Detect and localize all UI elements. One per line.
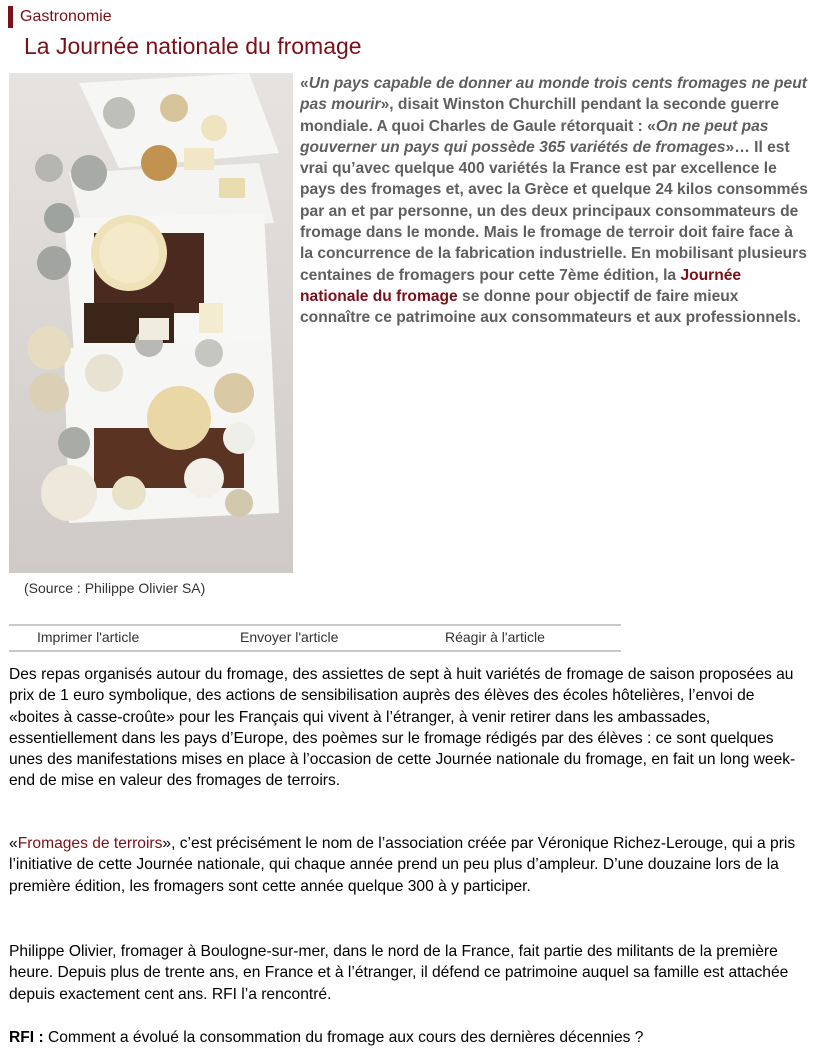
photo-caption: (Source : Philippe Olivier SA) [24, 580, 206, 596]
send-article-link[interactable]: Envoyer l'article [240, 629, 339, 645]
print-article-link[interactable]: Imprimer l'article [37, 629, 140, 645]
body-paragraph-1: Des repas organisés autour du fromage, des assiettes de sept à huit variétés de fromage de saison proposées au prix de 1 euro symbolique, des actions de sensibilisation auprès des élèves des écoles hôtelières, l’envoi de «boites à casse-croûte» pour les Français qui vivent à l’étranger, à venir retirer dans les ambassades, essentiellement dans les pays d’Europe, des poèmes sur le fromage rédigés par des élèves : ce sont quelques unes des manifestations mises en place à l’occasion de cette Journée nationale du fromage, en fait un long week-end de mise en valeur des fromages de terroirs. [9, 666, 796, 790]
de-gaulle-quote: On ne peut pas gouverner un pays qui possède 365 variétés de fromages [300, 117, 769, 156]
cheese-platter-illustration [9, 73, 293, 573]
body-paragraph-2: «Fromages de terroirs», c’est précisément le nom de l’association créée par Véronique Richez-Lerouge, qui a pris l’initiative de cette Journée nationale, qui chaque année prend un peu plus d’ampleur. D’une douzaine lors de la première édition, les fromagers sont cette année quelque 300 à y participer. [9, 835, 796, 895]
body-paragraph-3: Philippe Olivier, fromager à Boulogne-sur-mer, dans le nord de la France, fait partie des militants de la première heure. Depuis plus de trente ans, en France et à l’étranger, il défend ce patrimoine auquel sa famille est attachée depuis exactement cent ans. RFI l’a rencontré. [9, 943, 789, 1003]
interviewer-label: RFI : [9, 1029, 44, 1046]
interview-question: RFI : Comment a évolué la consommation du fromage aux cours des dernières décennies ? [9, 1029, 644, 1046]
fromages-de-terroirs-link[interactable]: Fromages de terroirs [17, 835, 163, 852]
article-toolbar [9, 624, 621, 652]
section-header [8, 6, 112, 28]
section-accent-bar [8, 6, 13, 28]
journee-nationale-link[interactable]: Journée nationale du fromage [300, 266, 742, 305]
lead-paragraph: «Un pays capable de donner au monde trois cents fromages ne peut pas mourir», disait Winston Churchill pendant la seconde guerre mondiale. A quoi Charles de Gaule rétorquait : «On ne peut pas gouverner un pays qui possède 365 variétés de fromages»… Il est vrai qu’avec quelque 400 variétés la France est par excellence le pays des fromages et, avec la Grèce et quelque 24 kilos consommés par an et par personne, un des deux principaux consommateurs de fromage dans le monde. Mais le fromage de terroir doit faire face à la concurrence de la fabrication industrielle. En mobilisant plusieurs centaines de fromagers pour cette 7ème édition, la Journée nationale du fromage se donne pour objectif de faire mieux connaître ce patrimoine aux consommateurs et aux professionnels. [300, 75, 808, 327]
page-title: La Journée nationale du fromage [24, 33, 362, 59]
churchill-quote: Un pays capable de donner au monde trois cents fromages ne peut pas mourir [300, 75, 807, 114]
section-label[interactable]: Gastronomie [20, 8, 112, 25]
react-article-link[interactable]: Réagir à l'article [445, 629, 545, 645]
cheese-photo [9, 73, 293, 573]
